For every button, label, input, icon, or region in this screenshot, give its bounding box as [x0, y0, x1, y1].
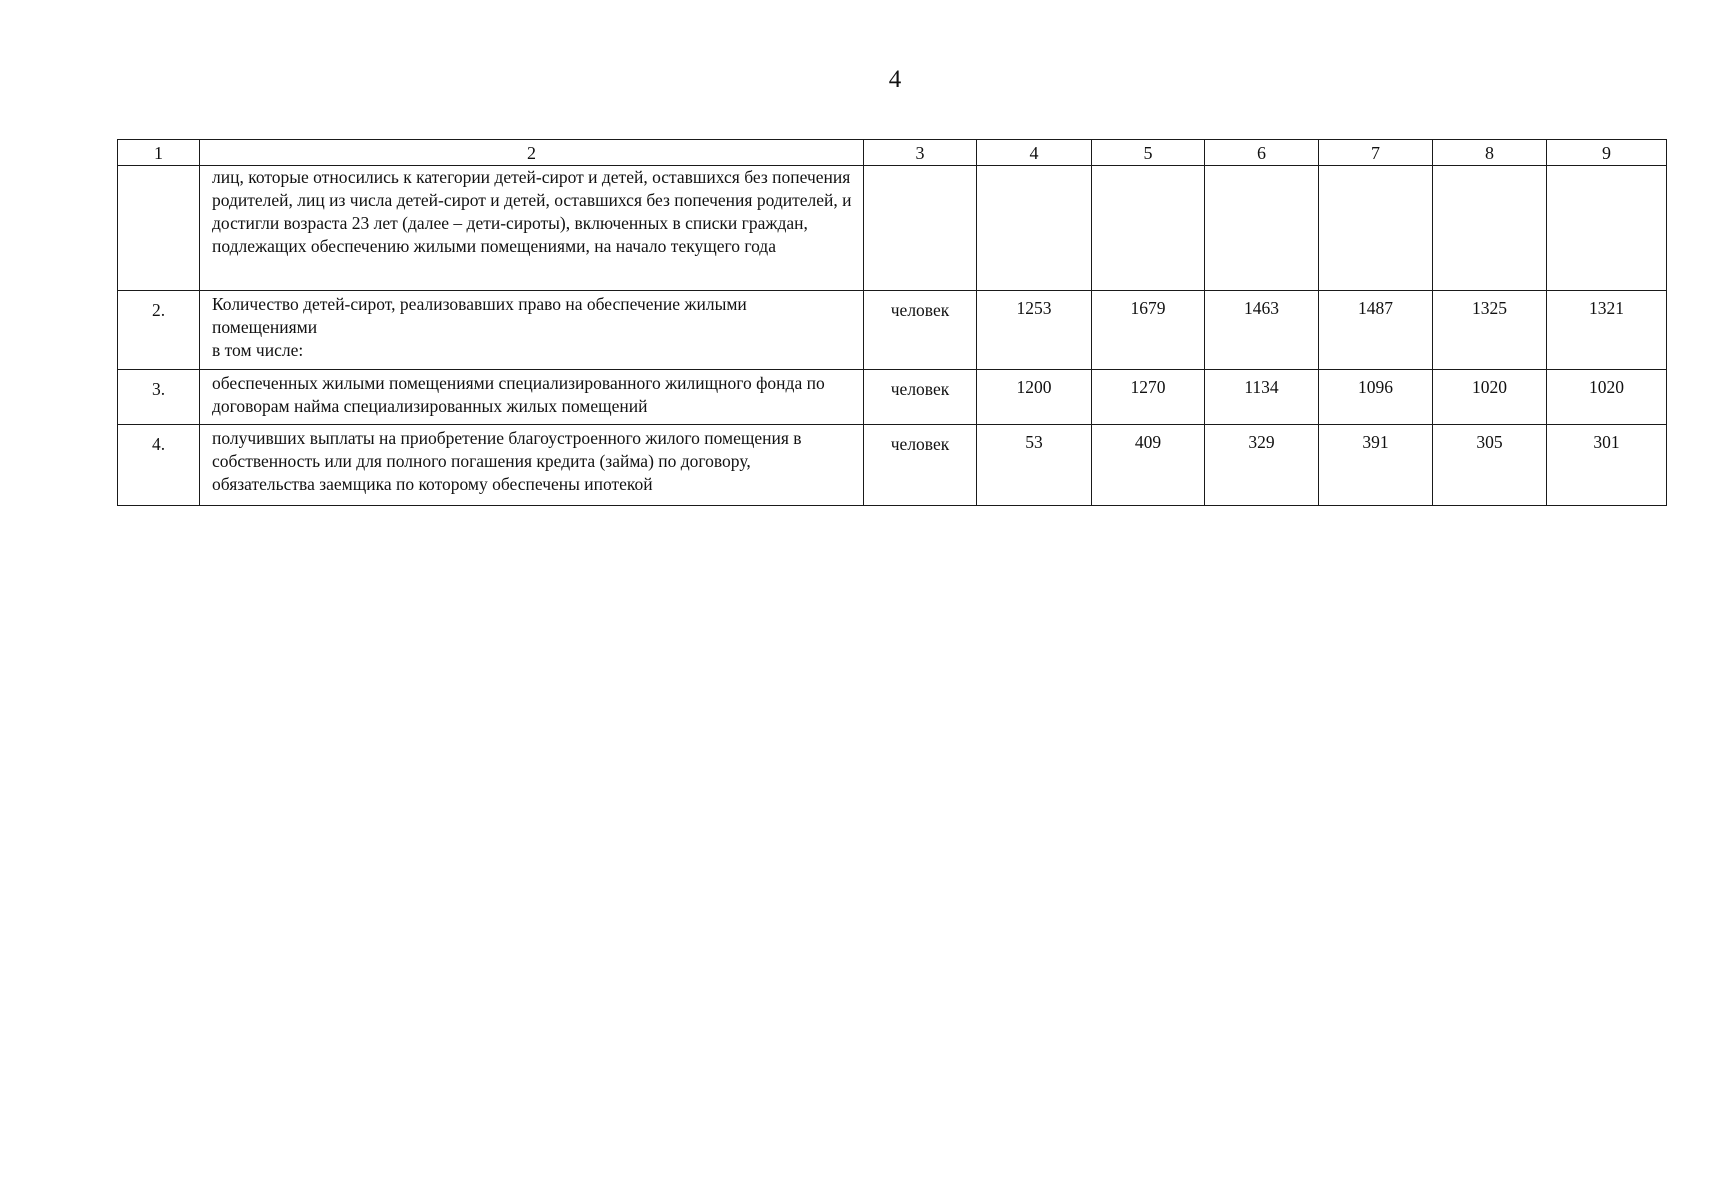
row-value: 1325 — [1433, 291, 1547, 370]
page-number: 4 — [888, 66, 902, 93]
row-value: 1270 — [1092, 370, 1205, 425]
data-table — [117, 139, 1667, 506]
row-value: 1487 — [1319, 291, 1433, 370]
row-value: 1134 — [1205, 370, 1319, 425]
header-cell: 5 — [1092, 140, 1205, 166]
header-cell: 3 — [864, 140, 977, 166]
row-description: лиц, которые относились к категории детей-сирот и детей, оставшихся без попечения родителей, лиц из числа детей-сирот и детей, оставшихся без попечения родителей, и достигли возраста 23 лет (далее – дети-сироты), включенных в списки граждан, подлежащих обеспечению жилыми помещениями, на начало текущего года — [200, 166, 864, 291]
row-value — [1092, 166, 1205, 291]
header-cell: 2 — [200, 140, 864, 166]
row-value: 329 — [1205, 425, 1319, 506]
header-cell: 8 — [1433, 140, 1547, 166]
table-header-row — [118, 140, 1667, 166]
table-row — [118, 370, 1667, 425]
header-cell: 7 — [1319, 140, 1433, 166]
row-value: 391 — [1319, 425, 1433, 506]
row-number: 3. — [118, 370, 200, 425]
row-value: 1679 — [1092, 291, 1205, 370]
row-value: 305 — [1433, 425, 1547, 506]
row-number: 4. — [118, 425, 200, 506]
row-value — [1547, 166, 1667, 291]
row-value: 1253 — [977, 291, 1092, 370]
row-value — [1319, 166, 1433, 291]
row-value: 1096 — [1319, 370, 1433, 425]
row-unit: человек — [864, 370, 977, 425]
row-unit: человек — [864, 291, 977, 370]
row-value: 409 — [1092, 425, 1205, 506]
header-cell: 6 — [1205, 140, 1319, 166]
table-row — [118, 166, 1667, 291]
header-cell: 4 — [977, 140, 1092, 166]
row-value — [1433, 166, 1547, 291]
header-cell: 9 — [1547, 140, 1667, 166]
row-value: 1020 — [1547, 370, 1667, 425]
row-value: 1463 — [1205, 291, 1319, 370]
row-value: 1200 — [977, 370, 1092, 425]
row-unit: человек — [864, 425, 977, 506]
row-value — [977, 166, 1092, 291]
row-unit — [864, 166, 977, 291]
row-description: Количество детей-сирот, реализовавших право на обеспечение жилыми помещениями в том числе: — [200, 291, 864, 370]
table-row — [118, 425, 1667, 506]
row-value: 301 — [1547, 425, 1667, 506]
table-row — [118, 291, 1667, 370]
row-description: получивших выплаты на приобретение благоустроенного жилого помещения в собственность или для полного погашения кредита (займа) по договору, обязательства заемщика по которому обеспечены ипотекой — [200, 425, 864, 506]
row-value: 1321 — [1547, 291, 1667, 370]
row-number — [118, 166, 200, 291]
row-value: 53 — [977, 425, 1092, 506]
row-description: обеспеченных жилыми помещениями специализированного жилищного фонда по договорам найма специализированных жилых помещений — [200, 370, 864, 425]
row-value: 1020 — [1433, 370, 1547, 425]
row-number: 2. — [118, 291, 200, 370]
header-cell: 1 — [118, 140, 200, 166]
row-value — [1205, 166, 1319, 291]
